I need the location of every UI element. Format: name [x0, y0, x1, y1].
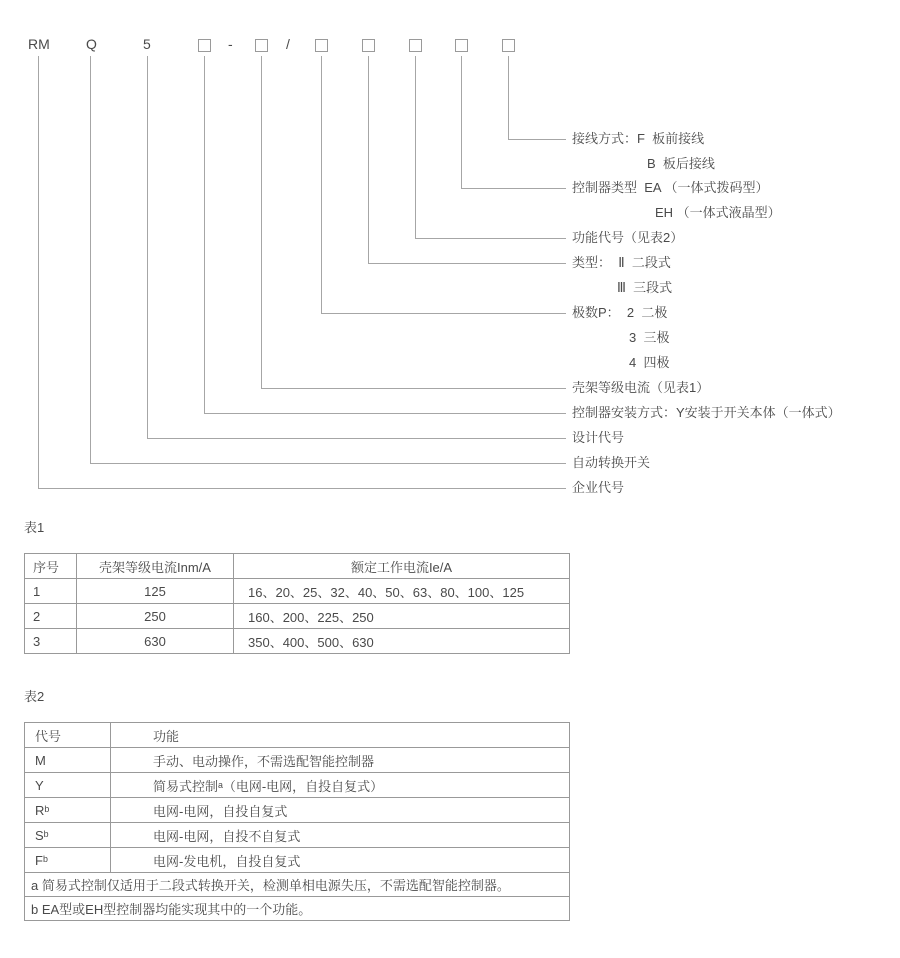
leader-line [369, 56, 567, 264]
leader-line [91, 56, 567, 464]
label-poles-4: 4 四极 [629, 355, 670, 370]
table-row [25, 773, 570, 798]
header-cell-seq: 序号 [25, 554, 77, 579]
table-cell: Rᵇ [25, 798, 111, 823]
table-row [25, 823, 570, 848]
table-cell: 3 [25, 629, 77, 654]
table-cell: 电网-电网，自投不自复式 [111, 823, 570, 848]
label-wiring-mode-f: 接线方式：F 板前接线 [572, 131, 705, 146]
header-cell-ie: 额定工作电流Ie/A [234, 554, 570, 579]
table-cell: Sᵇ [25, 823, 111, 848]
table-cell: 350、400、500、630 [234, 629, 570, 654]
table-cell: Fᵇ [25, 848, 111, 873]
table-cell: 630 [77, 629, 234, 654]
table-cell: 160、200、225、250 [234, 604, 570, 629]
table-cell: M [25, 748, 111, 773]
code-dash: - [228, 36, 233, 52]
leader-line [322, 56, 567, 314]
table-row [25, 604, 570, 629]
code-segment-5: 5 [143, 36, 151, 52]
leader-line [509, 56, 567, 140]
header-cell-code: 代号 [25, 723, 111, 748]
table-header-row [25, 554, 570, 579]
table-cell: Y [25, 773, 111, 798]
label-function-code: 功能代号（见表2） [572, 230, 684, 245]
table-row [25, 629, 570, 654]
label-controller-type-ea: 控制器类型 EA （一体式拨码型） [572, 180, 769, 195]
label-ats: 自动转换开关 [572, 455, 651, 470]
table-footnote-row [25, 873, 570, 897]
leader-line [262, 56, 567, 389]
label-controller-type-eh: EH （一体式液晶型） [655, 205, 781, 220]
table-cell: 250 [77, 604, 234, 629]
leader-line [462, 56, 567, 189]
table-row [25, 579, 570, 604]
label-design-code: 设计代号 [572, 430, 625, 445]
label-poles-2: 极数P： 2 二极 [572, 305, 668, 320]
table-footnote-row [25, 897, 570, 921]
table1 [24, 553, 570, 654]
label-wiring-mode-b: B 板后接线 [647, 156, 715, 171]
table-cell: 16、20、25、32、40、50、63、80、100、125 [234, 579, 570, 604]
table1-title: 表1 [24, 520, 45, 535]
table2 [24, 722, 570, 921]
table-cell: 125 [77, 579, 234, 604]
label-controller-mount: 控制器安装方式：Y安装于开关本体（一体式） [572, 405, 841, 420]
label-type-iii: Ⅲ 三段式 [617, 280, 673, 295]
table-cell: 2 [25, 604, 77, 629]
footnote-a: a 简易式控制仅适用于二段式转换开关，检测单相电源失压，不需选配智能控制器。 [25, 873, 570, 897]
label-poles-3: 3 三极 [629, 330, 670, 345]
table-cell: 1 [25, 579, 77, 604]
table-row [25, 798, 570, 823]
leader-line [148, 56, 567, 439]
code-segment-q: Q [86, 36, 97, 52]
code-segment-rm: RM [28, 36, 50, 52]
label-frame-current: 壳架等级电流（见表1） [572, 380, 710, 395]
table-cell: 手动、电动操作，不需选配智能控制器 [111, 748, 570, 773]
table-row [25, 848, 570, 873]
table-cell: 简易式控制ᵃ（电网-电网，自投自复式） [111, 773, 570, 798]
table2-title: 表2 [24, 689, 45, 704]
footnote-b: b EA型或EH型控制器均能实现其中的一个功能。 [25, 897, 570, 921]
leader-line [416, 56, 567, 239]
label-company-code: 企业代号 [572, 480, 625, 495]
table-header-row [25, 723, 570, 748]
header-cell-inm: 壳架等级电流Inm/A [77, 554, 234, 579]
table-cell: 电网-发电机，自投自复式 [111, 848, 570, 873]
header-cell-function: 功能 [111, 723, 570, 748]
label-type-ii: 类型： Ⅱ 二段式 [572, 255, 671, 270]
table-cell: 电网-电网，自投自复式 [111, 798, 570, 823]
table-row [25, 748, 570, 773]
leader-line [205, 56, 567, 414]
leader-line [39, 56, 567, 489]
code-slash: / [286, 36, 290, 52]
